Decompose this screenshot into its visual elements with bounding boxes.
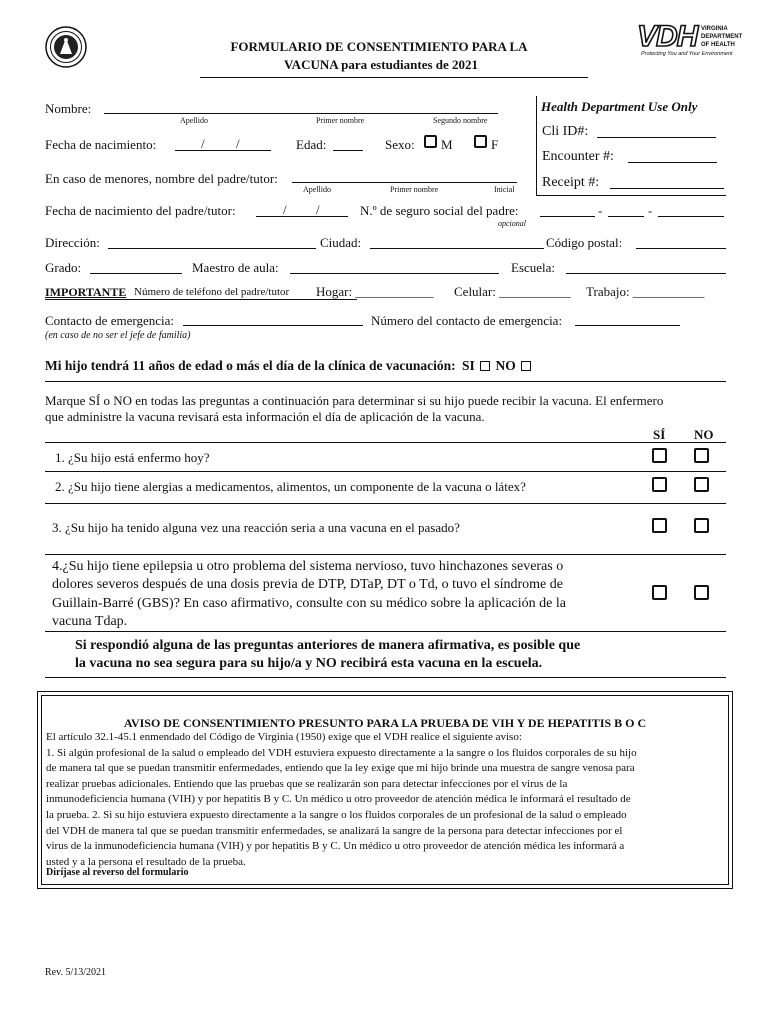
escuela-field[interactable] (566, 273, 726, 274)
ssn-dash-1: - (598, 203, 603, 218)
encounter-label: Encounter #: (542, 149, 614, 164)
contacto-emergencia-label: Contacto de emergencia: (45, 313, 174, 328)
question-4-line2: dolores severos después de una dosis previa de DTP, DTaP, DT o Td, o tuvo el síndrome de (52, 577, 563, 592)
notice-line: del VDH de manera tal que se puedan transmitir enfermedades, se analizará la sangre de la persona para detectar infecciones por el (46, 824, 623, 837)
sexo-label: Sexo: (385, 137, 415, 152)
nombre-label: Nombre: (45, 101, 92, 116)
celular-field[interactable]: Celular: ___________ (454, 284, 571, 299)
fecha-nac-padre-field[interactable] (256, 216, 348, 217)
codigo-postal-field[interactable] (636, 248, 726, 249)
age-no-label: NO (495, 358, 516, 373)
ssn-dash-2: - (648, 203, 653, 218)
codigo-postal-label: Código postal: (546, 235, 623, 250)
grado-field[interactable] (90, 273, 182, 274)
cli-id-label: Cli ID#: (542, 124, 589, 139)
padre-tutor-field[interactable] (292, 182, 517, 183)
padre-slash-1: / (283, 202, 287, 217)
vdh-logo-sub2: DEPARTMENT (701, 34, 743, 40)
q1-divider (45, 471, 726, 472)
maestro-field[interactable] (290, 273, 499, 274)
escuela-label: Escuela: (511, 260, 556, 275)
fecha-nacimiento-label: Fecha de nacimiento: (45, 137, 157, 152)
q1-no-checkbox[interactable] (694, 448, 709, 463)
dept-box-bottom (536, 195, 726, 196)
question-4-line1: 4.¿Su hijo tiene epilepsia u otro problema del sistema nervioso, tuvo hinchazones severas o (52, 559, 564, 574)
telefono-underline (45, 299, 357, 300)
no-jefe-note: (en caso de no ser el jefe de familia) (45, 330, 191, 341)
instructions-line1: Marque SÍ o NO en todas las preguntas a continuación para determinar si su hijo puede recibir la vacuna. El enfermero (45, 393, 664, 408)
col-si-header: SÍ (653, 427, 666, 442)
age-question-text: Mi hijo tendrá 11 años de edad o más el día de la clínica de vacunación: (45, 358, 456, 373)
grado-label: Grado: (45, 260, 82, 275)
q3-divider (45, 554, 726, 555)
q2-si-checkbox[interactable] (652, 477, 667, 492)
col-no-header: NO (694, 427, 714, 442)
numero-contacto-label: Número del contacto de emergencia: (371, 313, 563, 328)
age-no-checkbox[interactable] (521, 361, 531, 371)
warning-divider (45, 677, 726, 678)
ssn-field-2[interactable] (608, 216, 644, 217)
fecha-slash-1: / (201, 136, 205, 151)
question-4-line3: Guillain-Barré (GBS)? En caso afirmativo, consulte con su médico sobre la aplicación de la (52, 596, 566, 611)
sexo-m-label: M (441, 137, 453, 152)
padre-primer-nombre-hint: Primer nombre (390, 185, 439, 194)
revision-date: Rev. 5/13/2021 (45, 967, 107, 978)
question-3: 3. ¿Su hijo ha tenido alguna vez una reacción seria a una vacuna en el pasado? (52, 520, 460, 535)
edad-field[interactable] (333, 150, 363, 151)
notice-line: El artículo 32.1-45.1 enmendado del Código de Virginia (1950) exige que el VDH realice el siguiente aviso: (46, 731, 522, 743)
fecha-nac-padre-label: Fecha de nacimiento del padre/tutor: (45, 203, 236, 218)
q1-si-checkbox[interactable] (652, 448, 667, 463)
notice-body (46, 730, 726, 870)
edad-label: Edad: (296, 137, 327, 152)
direccion-label: Dirección: (45, 235, 100, 250)
vdh-logo-text: VDH (637, 20, 698, 53)
notice-line: la prueba. 2. Si su hijo estuviera expuesto directamente a la sangre o los fluidos corporales de un profesional de la salud o empleado (46, 808, 627, 821)
ssn-field-1[interactable] (540, 216, 595, 217)
age-si-label: SI (462, 358, 475, 373)
sexo-f-label: F (491, 137, 499, 152)
dept-use-title: Health Department Use Only (541, 99, 698, 114)
question-1: 1. ¿Su hijo está enfermo hoy? (55, 450, 210, 465)
apellido-hint: Apellido (180, 116, 208, 125)
q-header-divider (45, 442, 726, 443)
receipt-label: Receipt #: (542, 175, 600, 190)
notice-line: usted y a la persona el resultado de la prueba. (46, 855, 246, 868)
padre-tutor-label: En caso de menores, nombre del padre/tutor: (45, 171, 278, 186)
sexo-f-checkbox[interactable] (474, 135, 487, 148)
nombre-field[interactable] (104, 113, 498, 114)
notice-line: realizar pruebas adicionales. Entiendo que las pruebas que se realizarán son para detectar infecciones por el virus de la (46, 777, 568, 790)
maestro-label: Maestro de aula: (192, 260, 279, 275)
fecha-slash-2: / (236, 136, 240, 151)
ciudad-field[interactable] (370, 248, 544, 249)
fecha-nacimiento-field[interactable] (175, 150, 271, 151)
contacto-emergencia-field[interactable] (183, 325, 363, 326)
notice-title: AVISO DE CONSENTIMIENTO PRESUNTO PARA LA PRUEBA DE VIH Y DE HEPATITIS B O C (123, 716, 647, 730)
notice-line: inmunodeficiencia humana (VIH) y por hepatitis B y C. Un médico u otro proveedor de atención médica le informará el resultado de (46, 793, 631, 806)
age-question (45, 358, 533, 374)
numero-contacto-field[interactable] (575, 325, 680, 326)
q2-divider (45, 503, 726, 504)
warning-line1: Si respondió alguna de las preguntas anteriores de manera afirmativa, es posible que (75, 638, 581, 653)
form-title-line2: VACUNA para estudiantes de 2021 (283, 57, 479, 72)
section-divider-1 (45, 381, 726, 382)
reverse-note: Diríjase al reverso del formulario (46, 867, 189, 878)
opcional-hint: opcional (498, 219, 526, 228)
hogar-field[interactable]: Hogar: ____________ (316, 284, 434, 299)
sexo-m-checkbox[interactable] (424, 135, 437, 148)
vdh-logo-sub3: OF HEALTH (701, 42, 735, 48)
dept-box-border (536, 96, 537, 196)
segundo-nombre-hint: Segundo nombre (433, 116, 488, 125)
receipt-field[interactable] (610, 188, 724, 189)
vdh-logo (637, 20, 747, 64)
encounter-field[interactable] (628, 162, 717, 163)
vdh-logo-tagline: Protecting You and Your Environment (641, 51, 733, 57)
question-4-line4: vacuna Tdap. (52, 614, 128, 629)
notice-line: virus de la inmunodeficiencia humana (VIH) y por hepatitis B y C. Un médico u otro proveedor de atención médica les informará a (46, 840, 625, 853)
vdh-logo-sub1: VIRGINIA (701, 26, 728, 32)
q3-no-checkbox[interactable] (694, 518, 709, 533)
age-si-checkbox[interactable] (480, 361, 490, 371)
notice-line: 1. Si algún profesional de la salud o empleado del VDH estuviera expuesto directamente a la sangre o los fluidos corporales de su hijo (46, 746, 637, 759)
question-2: 2. ¿Su hijo tiene alergias a medicamentos, alimentos, un componente de la vacuna o látex? (55, 479, 526, 494)
q4-si-checkbox[interactable] (652, 585, 667, 600)
importante-label: IMPORTANTE (45, 285, 127, 299)
q4-no-checkbox[interactable] (694, 585, 709, 600)
padre-inicial-hint: Inicial (494, 185, 515, 194)
q4-divider (45, 631, 726, 632)
telefono-padre-label: Número de teléfono del padre/tutor (134, 286, 290, 298)
warning-line2: la vacuna no sea segura para su hijo/a y NO recibirá esta vacuna en la escuela. (75, 656, 543, 671)
ssn-field-3[interactable] (658, 216, 724, 217)
q2-no-checkbox[interactable] (694, 477, 709, 492)
cli-id-field[interactable] (597, 137, 716, 138)
trabajo-field[interactable]: Trabajo: ___________ (586, 284, 705, 299)
notice-line: de manera tal que se puedan transmitir enfermedades, entiendo que la ley exige que mi hijo brinde una muestra de sangre venosa para (46, 762, 635, 775)
form-title-line1: FORMULARIO DE CONSENTIMIENTO PARA LA (230, 39, 528, 54)
title-divider (200, 77, 588, 78)
ssn-label: N.º de seguro social del padre: (360, 203, 519, 218)
primer-nombre-hint: Primer nombre (316, 116, 365, 125)
padre-apellido-hint: Apellido (303, 185, 331, 194)
ciudad-label: Ciudad: (320, 235, 362, 250)
q3-si-checkbox[interactable] (652, 518, 667, 533)
instructions-line2: que administre la vacuna revisará esta información el día de aplicación de la vacuna. (45, 409, 485, 424)
padre-slash-2: / (316, 202, 320, 217)
direccion-field[interactable] (108, 248, 316, 249)
